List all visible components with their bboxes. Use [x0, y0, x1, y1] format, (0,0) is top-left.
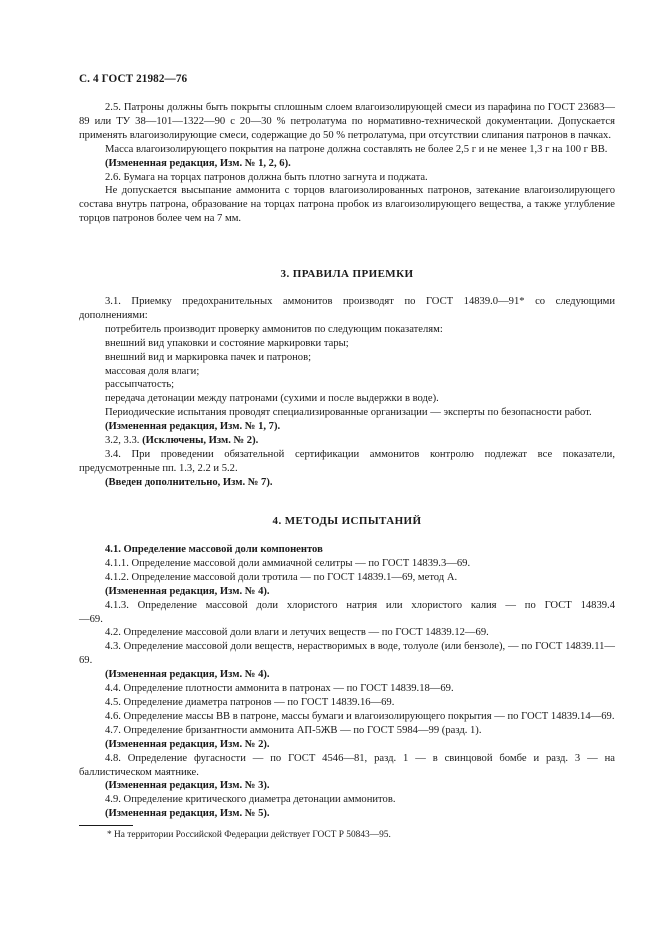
- section-3-title: 3. ПРАВИЛА ПРИЕМКИ: [280, 268, 414, 280]
- paragraph-not-allowed: Не допускается высыпание аммонита с торцов влагоизолированных патронов, затекание влагоизолирующего состава внутрь патрона, образование на торцах патрона пробок из влагоизолирующего вещества, а также углубление торцов патронов более чем на 7 мм.: [79, 185, 615, 225]
- paragraph-2-6: 2.6. Бумага на торцах патронов должна быть плотно загнута и поджата.: [105, 171, 428, 183]
- amendment-note: (Измененная редакция, Изм. № 4).: [105, 585, 270, 597]
- paragraph-4-7: 4.7. Определение бризантности аммонита АП-5ЖВ — по ГОСТ 5984—99 (разд. 1).: [105, 724, 482, 736]
- paragraph-4-1-1: 4.1.1. Определение массовой доли аммиачной селитры — по ГОСТ 14839.3—69.: [105, 557, 471, 569]
- list-item: передача детонации между патронами (сухими и после выдержки в воде).: [105, 393, 439, 405]
- list-item: внешний вид упаковки и состояние маркировки тары;: [105, 337, 349, 349]
- excluded-note: (Исключены, Изм. № 2).: [142, 435, 259, 447]
- paragraph-4-8: 4.8. Определение фугасности — по ГОСТ 4546—81, разд. 1 — в свинцовой бомбе и разд. 3 — на баллистическом маятнике.: [79, 752, 615, 778]
- list-item: внешний вид и маркировка пачек и патронов;: [105, 351, 312, 363]
- paragraph-4-2: 4.2. Определение массовой доли влаги и летучих веществ — по ГОСТ 14839.12—69.: [105, 627, 489, 639]
- paragraph-4-4: 4.4. Определение плотности аммонита в патронах — по ГОСТ 14839.18—69.: [105, 683, 454, 695]
- amendment-note: (Измененная редакция, Изм. № 4).: [105, 669, 270, 681]
- section-4-title: 4. МЕТОДЫ ИСПЫТАНИЙ: [272, 515, 422, 527]
- amendment-note: (Измененная редакция, Изм. № 2).: [105, 738, 270, 750]
- paragraph-periodic-tests: Периодические испытания проводят специализированные организации — эксперты по безопасности работ.: [105, 407, 592, 419]
- amendment-note: (Измененная редакция, Изм. № 3).: [105, 780, 270, 792]
- list-item: массовая доля влаги;: [105, 365, 200, 377]
- subsection-4-1-title: 4.1. Определение массовой доли компонентов: [105, 544, 323, 555]
- paragraph-4-1-3: 4.1.3. Определение массовой доли хлористого натрия или хлористого калия — по ГОСТ 14839.4—69.: [79, 599, 615, 625]
- paragraph-3-2-3-3: [79, 434, 615, 448]
- paragraph-2-5: 2.5. Патроны должны быть покрыты сплошным слоем влагоизолирующей смеси из парафина по ГОСТ 23683—89 или ТУ 38—101—1322—90 с 20—30 % петролатума по нормативно-технической документации. Допускается применять влагоизолирующие смеси, содержащие до 50 % петролатума, при отсутствии слипания патронов в пачках.: [79, 102, 615, 141]
- paragraph-4-6: 4.6. Определение массы ВВ в патроне, массы бумаги и влагоизолирующего покрытия — по ГОСТ 14839.14—69.: [105, 710, 615, 722]
- footnote-divider: [79, 825, 133, 826]
- paragraph-3-4: 3.4. При проведении обязательной сертификации аммонитов контролю подлежат все показатели, предусмотренные пп. 1.3, 2.2 и 5.2.: [79, 448, 615, 474]
- list-item: рассыпчатость;: [105, 379, 175, 391]
- page-header: С. 4 ГОСТ 21982—76: [79, 73, 188, 85]
- section-4-body: [79, 543, 615, 821]
- clause-number: 3.2, 3.3.: [105, 435, 140, 447]
- amendment-note: (Измененная редакция, Изм. № 5).: [105, 808, 270, 820]
- amendment-note: (Измененная редакция, Изм. № 1, 7).: [105, 421, 281, 433]
- amendment-note: (Введен дополнительно, Изм. № 7).: [105, 476, 273, 488]
- list-item: потребитель производит проверку аммонитов по следующим показателям:: [105, 323, 443, 335]
- paragraph-4-5: 4.5. Определение диаметра патронов — по ГОСТ 14839.16—69.: [105, 696, 395, 708]
- paragraph-3-1: 3.1. Приемку предохранительных аммонитов производят по ГОСТ 14839.0—91* со следующими дополнениями:: [79, 296, 615, 321]
- paragraph-coating-mass: Масса влагоизолирующего покрытия на патроне должна составлять не более 2,5 г и не менее 1,3 г на 100 г ВВ.: [105, 143, 608, 155]
- amendment-note: (Измененная редакция, Изм. № 1, 2, 6).: [105, 157, 291, 169]
- section-3-body: [79, 295, 615, 490]
- section-2-continuation: [79, 101, 615, 226]
- paragraph-4-1-2: 4.1.2. Определение массовой доли тротила — по ГОСТ 14839.1—69, метод А.: [105, 571, 458, 583]
- paragraph-4-9: 4.9. Определение критического диаметра детонации аммонитов.: [105, 794, 396, 806]
- paragraph-4-3: 4.3. Определение массовой доли веществ, нерастворимых в воде, толуоле (или бензоле), — по ГОСТ 14839.11—69.: [79, 641, 615, 667]
- footnote: * На территории Российской Федерации действует ГОСТ Р 50843—95.: [107, 830, 391, 840]
